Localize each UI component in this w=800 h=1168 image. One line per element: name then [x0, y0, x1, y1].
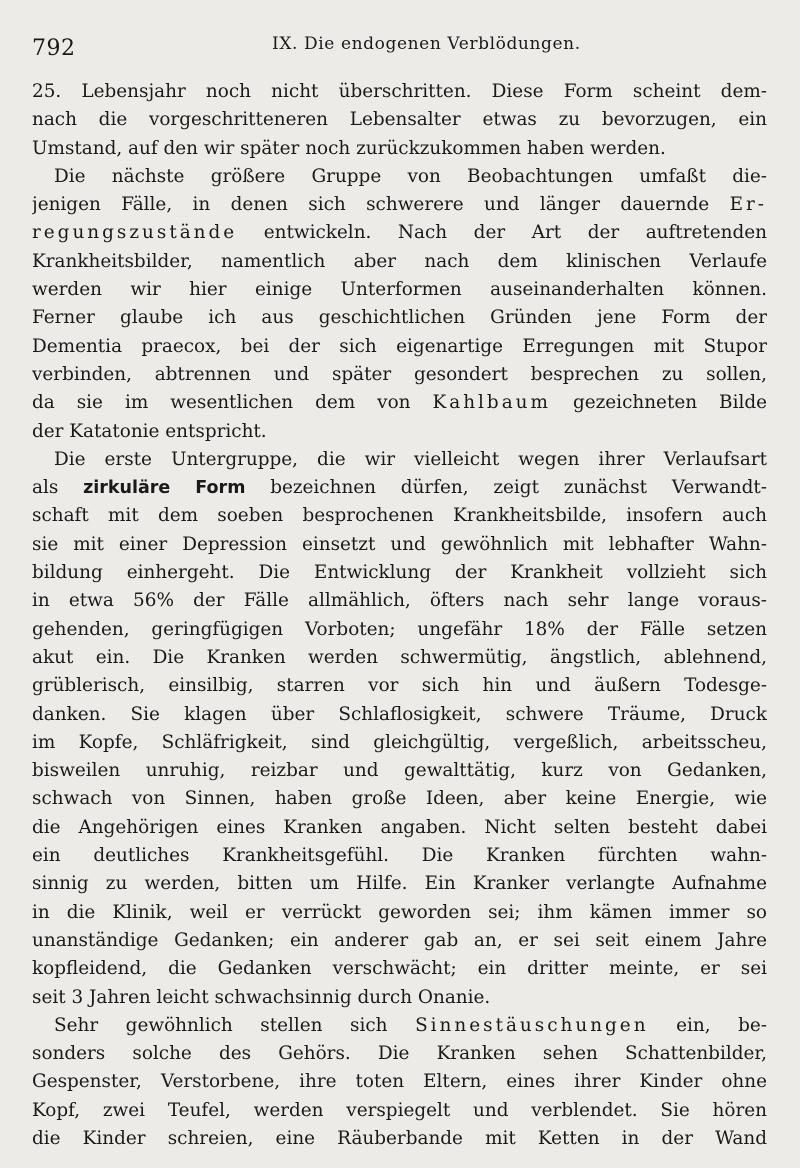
text-line: [32, 304, 767, 332]
text-line: [32, 78, 767, 106]
text-segment: grüblerisch, einsilbig, starren vor sich hin und äußern Todesge-: [32, 675, 767, 697]
text-line: [32, 899, 767, 927]
text-segment: 25. Lebensjahr noch nicht überschritten. Diese Form scheint dem-: [32, 81, 767, 102]
text-line: [32, 163, 767, 191]
text-line: [32, 644, 767, 672]
text-segment: gezeichneten Bilde: [550, 392, 767, 414]
text-line: [32, 842, 767, 870]
text-line: [32, 248, 767, 276]
text-segment: in die Klinik, weil er verrückt geworden sei; ihm kämen immer so: [32, 901, 767, 923]
text-segment: schwach von Sinnen, haben große Ideen, aber keine Energie, wie: [32, 788, 767, 810]
text-segment: jenigen Fälle, in denen sich schwerere und länger dauernde: [32, 194, 730, 216]
text-segment: Die erste Untergruppe, die wir vielleicht wegen ihrer Verlaufsart: [54, 448, 767, 470]
text-segment: Ferner glaube ich aus geschichtlichen Gründen jene Form der: [32, 307, 767, 329]
text-line: [32, 191, 767, 219]
text-line: [32, 1097, 767, 1125]
text-segment: schaft mit dem soeben besprochenen Krankheitsbilde, insofern auch: [32, 505, 767, 527]
text-segment: bezeichnen dürfen, zeigt zunächst Verwandt-: [245, 477, 767, 499]
text-segment: Krankheitsbilder, namentlich aber nach dem klinischen Verlaufe: [32, 250, 767, 272]
spaced-term: regungszustände: [32, 222, 238, 244]
text-segment: bildung einhergeht. Die Entwicklung der Krankheit vollzieht sich: [32, 562, 767, 584]
text-line: [32, 729, 767, 757]
text-segment: Umstand, auf den wir später noch zurückzukommen haben werden.: [32, 137, 666, 159]
text-line: [32, 135, 767, 163]
text-line: [32, 361, 767, 389]
text-line: [32, 276, 767, 304]
text-segment: Gespenster, Verstorbene, ihre toten Eltern, eines ihrer Kinder ohne: [32, 1071, 767, 1093]
body-text: [32, 78, 767, 1153]
running-title: IX. Die endogenen Verblödungen.: [272, 34, 581, 54]
text-line: [32, 701, 767, 729]
text-line: [32, 1040, 767, 1068]
text-segment: verbinden, abtrennen und später gesondert besprechen zu sollen,: [32, 363, 767, 385]
text-line: [32, 785, 767, 813]
text-segment: ein deutliches Krankheitsgefühl. Die Kranken fürchten wahn-: [32, 845, 767, 867]
text-line: [32, 616, 767, 644]
text-line: [32, 757, 767, 785]
text-segment: gehenden, geringfügigen Vorboten; ungefähr 18% der Fälle setzen: [32, 618, 767, 640]
text-segment: die Angehörigen eines Kranken angaben. Nicht selten besteht dabei: [32, 816, 767, 838]
text-segment: Sehr gewöhnlich stellen sich: [54, 1014, 416, 1036]
text-segment: sie mit einer Depression einsetzt und gewöhnlich mit lebhafter Wahn-: [32, 533, 767, 555]
text-line: [32, 1125, 767, 1153]
text-line: [32, 219, 767, 247]
text-line: [32, 418, 767, 446]
text-segment: in etwa 56% der Fälle allmählich, öfters nach sehr lange voraus-: [32, 590, 767, 612]
text-line: [32, 389, 767, 417]
text-line: [32, 984, 767, 1012]
text-segment: ein, be-: [648, 1014, 767, 1036]
text-segment: bisweilen unruhig, reizbar und gewalttätig, kurz von Gedanken,: [32, 760, 767, 782]
text-segment: sinnig zu werden, bitten um Hilfe. Ein Kranker verlangte Aufnahme: [32, 873, 767, 895]
text-segment: im Kopfe, Schläfrigkeit, sind gleichgültig, vergeßlich, arbeitsscheu,: [32, 731, 767, 753]
text-segment: danken. Sie klagen über Schlaflosigkeit, schwere Träume, Druck: [32, 703, 767, 725]
text-line: [32, 106, 767, 134]
spaced-term: Er-: [729, 194, 767, 216]
text-segment: akut ein. Die Kranken werden schwermütig, ängstlich, ablehnend,: [32, 646, 767, 668]
text-line: [32, 531, 767, 559]
page-header: [32, 32, 768, 62]
text-line: [32, 333, 767, 361]
text-line: [32, 502, 767, 530]
text-segment: werden wir hier einige Unterformen auseinanderhalten können.: [32, 279, 767, 301]
spaced-term: Kahlbaum: [432, 392, 551, 414]
text-line: [32, 814, 767, 842]
text-line: [32, 587, 767, 615]
bold-term: zirkuläre Form: [83, 478, 246, 499]
spaced-term: Sinnestäuschungen: [415, 1014, 649, 1036]
text-segment: der Katatonie entspricht.: [32, 420, 267, 442]
text-segment: kopfleidend, die Gedanken verschwächt; ein dritter meinte, er sei: [32, 958, 767, 980]
text-line: [32, 672, 767, 700]
text-line: [32, 1068, 767, 1096]
text-segment: unanständige Gedanken; ein anderer gab an, er sei seit einem Jahre: [32, 929, 767, 951]
text-line: [32, 474, 767, 502]
text-segment: als: [32, 477, 84, 499]
page-number: 792: [32, 36, 76, 61]
text-segment: sonders solche des Gehörs. Die Kranken sehen Schattenbilder,: [32, 1043, 767, 1065]
text-segment: die Kinder schreien, eine Räuberbande mit Ketten in der Wand: [32, 1127, 767, 1149]
text-segment: Die nächste größere Gruppe von Beobachtungen umfaßt die-: [54, 165, 767, 187]
text-line: [32, 1012, 767, 1040]
text-line: [32, 955, 767, 983]
text-line: [32, 870, 767, 898]
text-segment: nach die vorgeschritteneren Lebensalter etwas zu bevorzugen, ein: [32, 109, 767, 131]
text-segment: Kopf, zwei Teufel, werden verspiegelt und verblendet. Sie hören: [32, 1099, 767, 1121]
text-line: [32, 559, 767, 587]
text-line: [32, 927, 767, 955]
text-segment: seit 3 Jahren leicht schwachsinnig durch Onanie.: [32, 986, 491, 1008]
text-segment: Dementia praecox, bei der sich eigenartige Erregungen mit Stupor: [32, 335, 767, 357]
text-line: [32, 446, 767, 474]
text-segment: da sie im wesentlichen dem von: [32, 392, 433, 414]
text-segment: entwickeln. Nach der Art der auftretenden: [237, 222, 767, 244]
